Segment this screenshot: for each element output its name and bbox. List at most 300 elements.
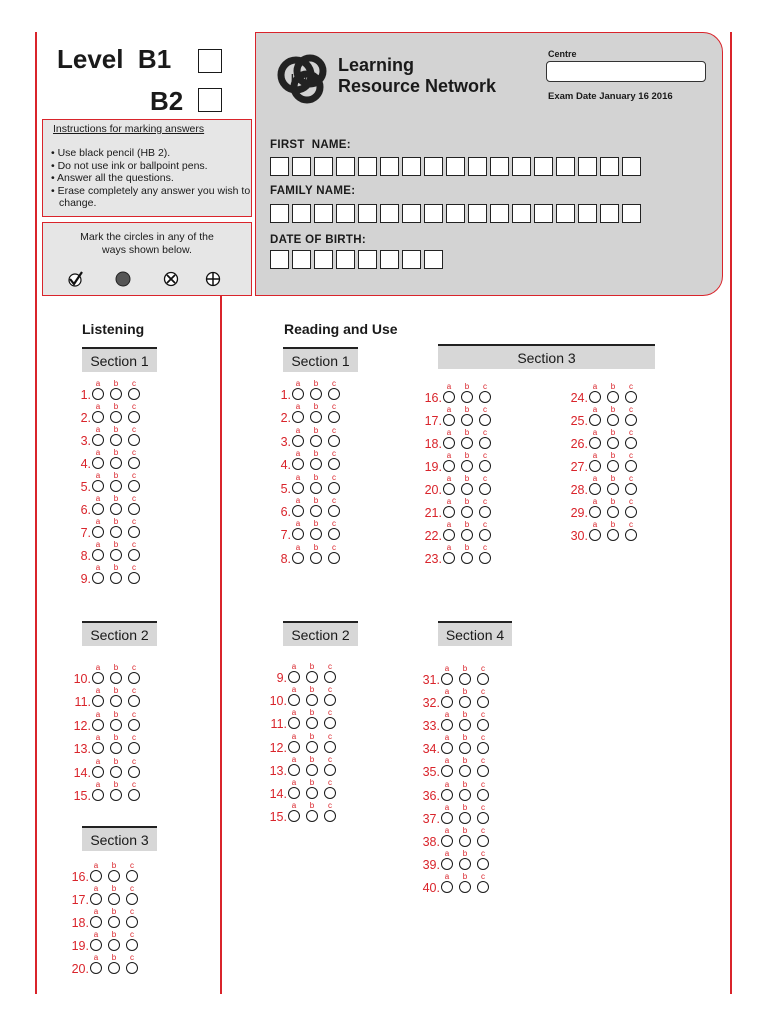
answer-bubble-a[interactable] — [443, 506, 455, 518]
answer-bubble-a[interactable] — [288, 764, 300, 776]
answer-bubble-a[interactable] — [292, 388, 304, 400]
option-letter: a — [291, 662, 297, 671]
answer-bubble-b[interactable] — [607, 391, 619, 403]
answer-bubble-c[interactable] — [128, 766, 140, 778]
option-letter: a — [291, 801, 297, 811]
character-box[interactable] — [270, 157, 289, 176]
answer-bubble-b[interactable] — [459, 835, 471, 847]
answer-bubble-c[interactable] — [128, 526, 140, 538]
answer-bubble-a[interactable] — [92, 526, 104, 538]
answer-bubble-b[interactable] — [310, 505, 322, 517]
answer-bubble-c[interactable] — [328, 552, 340, 564]
answer-bubble-a[interactable] — [288, 741, 300, 753]
answer-bubble-b[interactable] — [110, 457, 122, 469]
level-b1-checkbox[interactable] — [198, 49, 222, 73]
option-letter: a — [95, 379, 101, 388]
option-letter: c — [332, 519, 336, 529]
character-box[interactable] — [380, 204, 399, 223]
answer-bubble-c[interactable] — [128, 434, 140, 446]
answer-bubble-a[interactable] — [441, 789, 453, 801]
option-letter: b — [113, 780, 119, 789]
question-number: 38. — [422, 834, 440, 849]
question-number: 14. — [73, 765, 91, 780]
answer-bubble-c[interactable] — [479, 391, 491, 403]
answer-bubble-c[interactable] — [324, 671, 336, 683]
answer-bubble-a[interactable] — [443, 391, 455, 403]
answer-bubble-a[interactable] — [92, 742, 104, 754]
answer-bubble-a[interactable] — [292, 458, 304, 470]
answer-bubble-c[interactable] — [625, 529, 637, 541]
character-box[interactable] — [556, 157, 575, 176]
answer-bubble-c[interactable] — [128, 388, 140, 400]
answer-bubble-b[interactable] — [108, 962, 120, 974]
answer-bubble-b[interactable] — [108, 916, 120, 928]
answer-bubble-c[interactable] — [128, 672, 140, 684]
option-letter: c — [328, 778, 332, 787]
question-number: 5. — [80, 480, 91, 494]
answer-bubble-c[interactable] — [128, 719, 140, 731]
option-letter: b — [313, 472, 319, 482]
answer-bubble-a[interactable] — [292, 482, 304, 494]
character-box[interactable] — [578, 204, 597, 223]
question-number: 3. — [80, 434, 91, 448]
answer-bubble-c[interactable] — [128, 742, 140, 754]
answer-bubble-b[interactable] — [306, 787, 318, 799]
answer-bubble-b[interactable] — [461, 460, 473, 472]
character-box[interactable] — [490, 204, 509, 223]
option-letter: c — [332, 472, 336, 482]
answer-bubble-b[interactable] — [459, 812, 471, 824]
answer-bubble-a[interactable] — [589, 483, 601, 495]
answer-bubble-c[interactable] — [324, 787, 336, 799]
option-letter: c — [132, 448, 136, 457]
answer-bubble-b[interactable] — [110, 672, 122, 684]
brand-name — [338, 55, 496, 97]
answer-bubble-a[interactable] — [589, 460, 601, 472]
answer-bubble-b[interactable] — [108, 939, 120, 951]
answer-bubble-a[interactable] — [589, 506, 601, 518]
answer-bubble-a[interactable] — [92, 480, 104, 492]
character-box[interactable] — [380, 250, 399, 269]
logo-text: LRN — [291, 73, 312, 84]
answer-bubble-c[interactable] — [126, 870, 138, 882]
option-letter: c — [332, 449, 336, 459]
answer-bubble-a[interactable] — [443, 529, 455, 541]
answer-bubble-b[interactable] — [459, 742, 471, 754]
option-letter: c — [132, 540, 136, 549]
answer-bubble-a[interactable] — [443, 483, 455, 495]
answer-bubble-b[interactable] — [110, 480, 122, 492]
answer-bubble-b[interactable] — [461, 552, 473, 564]
character-box[interactable] — [358, 204, 377, 223]
character-box[interactable] — [512, 157, 531, 176]
answer-bubble-a[interactable] — [92, 411, 104, 423]
character-box[interactable] — [556, 204, 575, 223]
answer-bubble-c[interactable] — [477, 719, 489, 731]
answer-bubble-b[interactable] — [459, 858, 471, 870]
answer-bubble-c[interactable] — [479, 529, 491, 541]
answer-bubble-b[interactable] — [110, 695, 122, 707]
answer-bubble-c[interactable] — [328, 411, 340, 423]
answer-bubble-b[interactable] — [110, 388, 122, 400]
option-letter: a — [444, 710, 450, 720]
answer-bubble-c[interactable] — [477, 673, 489, 685]
character-box[interactable] — [402, 250, 421, 269]
answer-bubble-a[interactable] — [92, 695, 104, 707]
answer-bubble-a[interactable] — [443, 414, 455, 426]
answer-bubble-a[interactable] — [90, 939, 102, 951]
answer-bubble-a[interactable] — [288, 694, 300, 706]
answer-bubble-c[interactable] — [479, 552, 491, 564]
character-box[interactable] — [358, 157, 377, 176]
answer-bubble-a[interactable] — [90, 962, 102, 974]
answer-bubble-b[interactable] — [110, 526, 122, 538]
character-box[interactable] — [600, 204, 619, 223]
option-letter: a — [444, 825, 450, 835]
answer-bubble-c[interactable] — [126, 893, 138, 905]
character-box[interactable] — [270, 250, 289, 269]
centre-label: Centre — [548, 49, 577, 59]
answer-bubble-b[interactable] — [461, 483, 473, 495]
answer-bubble-a[interactable] — [292, 435, 304, 447]
question-number: 5. — [280, 481, 291, 496]
option-letter: c — [483, 474, 487, 483]
question-number: 19. — [424, 460, 442, 474]
question-number: 31. — [422, 673, 440, 687]
answer-bubble-a[interactable] — [589, 391, 601, 403]
answer-bubble-c[interactable] — [126, 916, 138, 928]
answer-bubble-c[interactable] — [477, 812, 489, 824]
option-letter: a — [291, 778, 297, 787]
answer-bubble-c[interactable] — [324, 741, 336, 753]
character-box[interactable] — [314, 204, 333, 223]
answer-bubble-a[interactable] — [92, 719, 104, 731]
answer-bubble-c[interactable] — [477, 765, 489, 777]
character-box[interactable] — [622, 204, 641, 223]
answer-bubble-c[interactable] — [477, 858, 489, 870]
option-letter: a — [291, 708, 297, 718]
question-number: 30. — [570, 529, 588, 543]
answer-bubble-b[interactable] — [110, 503, 122, 515]
answer-bubble-b[interactable] — [461, 414, 473, 426]
option-letter: a — [291, 685, 297, 695]
character-box[interactable] — [490, 157, 509, 176]
answer-bubble-a[interactable] — [443, 552, 455, 564]
character-box[interactable] — [314, 250, 333, 269]
option-letter: b — [462, 687, 468, 697]
answer-bubble-c[interactable] — [324, 694, 336, 706]
instructions-box — [42, 119, 252, 217]
character-box[interactable] — [578, 157, 597, 176]
answer-bubble-c[interactable] — [128, 572, 140, 584]
answer-bubble-c[interactable] — [479, 437, 491, 449]
option-letter: c — [481, 710, 485, 720]
option-letter: b — [309, 662, 315, 671]
option-letter: c — [332, 496, 336, 505]
character-box[interactable] — [446, 157, 465, 176]
answer-bubble-a[interactable] — [288, 810, 300, 822]
option-letter: c — [132, 471, 136, 480]
answer-bubble-a[interactable] — [441, 765, 453, 777]
answer-bubble-c[interactable] — [328, 458, 340, 470]
centre-field[interactable] — [546, 61, 706, 82]
character-box[interactable] — [600, 157, 619, 176]
character-box[interactable] — [424, 250, 443, 269]
answer-bubble-a[interactable] — [92, 789, 104, 801]
answer-bubble-c[interactable] — [625, 460, 637, 472]
option-letter: a — [444, 664, 450, 673]
character-box[interactable] — [314, 157, 333, 176]
answer-bubble-b[interactable] — [310, 528, 322, 540]
question-number: 2. — [80, 411, 91, 425]
answer-bubble-b[interactable] — [306, 671, 318, 683]
answer-bubble-b[interactable] — [607, 414, 619, 426]
answer-bubble-b[interactable] — [459, 881, 471, 893]
option-letter: b — [309, 778, 315, 787]
option-letter: c — [332, 425, 336, 435]
answer-bubble-c[interactable] — [479, 506, 491, 518]
answer-bubble-c[interactable] — [625, 437, 637, 449]
answer-bubble-a[interactable] — [90, 893, 102, 905]
answer-bubble-a[interactable] — [90, 870, 102, 882]
cross-circle-icon — [163, 271, 179, 287]
character-box[interactable] — [402, 204, 421, 223]
question-number: 7. — [80, 526, 91, 540]
answer-bubble-b[interactable] — [459, 696, 471, 708]
answer-bubble-a[interactable] — [589, 529, 601, 541]
answer-bubble-b[interactable] — [459, 765, 471, 777]
answer-bubble-b[interactable] — [306, 717, 318, 729]
question-number: 35. — [422, 765, 440, 780]
answer-bubble-c[interactable] — [625, 414, 637, 426]
family-name-label: FAMILY NAME: — [270, 185, 356, 197]
answer-bubble-c[interactable] — [477, 696, 489, 708]
answer-bubble-b[interactable] — [110, 789, 122, 801]
answer-bubble-b[interactable] — [607, 483, 619, 495]
character-box[interactable] — [380, 157, 399, 176]
answer-bubble-c[interactable] — [625, 391, 637, 403]
character-box[interactable] — [402, 157, 421, 176]
character-box[interactable] — [424, 157, 443, 176]
option-letter: c — [132, 402, 136, 411]
answer-bubble-b[interactable] — [306, 741, 318, 753]
answer-bubble-a[interactable] — [92, 503, 104, 515]
option-letter: b — [610, 405, 616, 414]
answer-bubble-b[interactable] — [461, 391, 473, 403]
answer-bubble-c[interactable] — [128, 549, 140, 561]
listening-section-3-header: Section 3 — [82, 826, 157, 851]
answer-bubble-b[interactable] — [110, 434, 122, 446]
answer-bubble-a[interactable] — [441, 696, 453, 708]
answer-bubble-a[interactable] — [441, 858, 453, 870]
option-letter: b — [313, 449, 319, 459]
lrn-logo — [276, 51, 330, 107]
answer-bubble-b[interactable] — [459, 673, 471, 685]
option-letter: c — [130, 861, 134, 870]
answer-bubble-c[interactable] — [128, 695, 140, 707]
question-number: 11. — [270, 717, 287, 732]
answer-bubble-a[interactable] — [292, 505, 304, 517]
answer-bubble-a[interactable] — [288, 671, 300, 683]
brand-line-2: Resource Network — [338, 76, 497, 96]
answer-bubble-b[interactable] — [459, 789, 471, 801]
option-letter: a — [444, 848, 450, 858]
answer-bubble-b[interactable] — [607, 529, 619, 541]
answer-bubble-c[interactable] — [479, 414, 491, 426]
character-box[interactable] — [292, 157, 311, 176]
answer-bubble-a[interactable] — [441, 812, 453, 824]
answer-bubble-a[interactable] — [441, 881, 453, 893]
answer-bubble-c[interactable] — [328, 388, 340, 400]
character-box[interactable] — [622, 157, 641, 176]
option-letter: c — [130, 930, 134, 939]
answer-bubble-a[interactable] — [292, 552, 304, 564]
answer-bubble-a[interactable] — [288, 717, 300, 729]
answer-bubble-c[interactable] — [625, 483, 637, 495]
answer-bubble-b[interactable] — [459, 719, 471, 731]
answer-bubble-a[interactable] — [92, 434, 104, 446]
character-box[interactable] — [358, 250, 377, 269]
answer-bubble-a[interactable] — [589, 414, 601, 426]
answer-bubble-c[interactable] — [477, 789, 489, 801]
option-letter: a — [444, 779, 450, 789]
option-letter: b — [111, 953, 117, 962]
answer-bubble-c[interactable] — [328, 528, 340, 540]
option-letter: c — [481, 871, 485, 881]
answer-bubble-a[interactable] — [441, 719, 453, 731]
option-letter: b — [464, 428, 470, 437]
answer-bubble-b[interactable] — [110, 742, 122, 754]
character-box[interactable] — [336, 157, 355, 176]
character-box[interactable] — [446, 204, 465, 223]
answer-bubble-a[interactable] — [443, 460, 455, 472]
answer-bubble-c[interactable] — [324, 810, 336, 822]
answer-bubble-b[interactable] — [607, 506, 619, 518]
option-letter: a — [592, 405, 598, 414]
question-number: 9. — [80, 572, 91, 586]
reading-section-2-header: Section 2 — [283, 621, 358, 646]
answer-bubble-c[interactable] — [128, 503, 140, 515]
answer-bubble-b[interactable] — [310, 552, 322, 564]
answer-bubble-c[interactable] — [128, 789, 140, 801]
answer-bubble-a[interactable] — [288, 787, 300, 799]
answer-bubble-b[interactable] — [306, 694, 318, 706]
character-box[interactable] — [336, 204, 355, 223]
option-letter: c — [629, 428, 633, 437]
level-b2-checkbox[interactable] — [198, 88, 222, 112]
character-box[interactable] — [270, 204, 289, 223]
answer-bubble-c[interactable] — [328, 482, 340, 494]
answer-bubble-c[interactable] — [328, 435, 340, 447]
answer-bubble-a[interactable] — [92, 549, 104, 561]
question-number: 7. — [280, 528, 291, 543]
answer-bubble-b[interactable] — [306, 764, 318, 776]
answer-bubble-c[interactable] — [128, 480, 140, 492]
answer-bubble-c[interactable] — [477, 835, 489, 847]
answer-bubble-a[interactable] — [443, 437, 455, 449]
option-letter: a — [95, 402, 101, 411]
answer-bubble-c[interactable] — [126, 939, 138, 951]
answer-bubble-b[interactable] — [306, 810, 318, 822]
option-letter: c — [629, 520, 633, 529]
answer-bubble-c[interactable] — [128, 457, 140, 469]
answer-bubble-b[interactable] — [310, 435, 322, 447]
answer-bubble-c[interactable] — [126, 962, 138, 974]
answer-bubble-b[interactable] — [310, 458, 322, 470]
answer-bubble-c[interactable] — [477, 742, 489, 754]
character-box[interactable] — [292, 204, 311, 223]
option-letter: b — [113, 663, 119, 672]
answer-bubble-b[interactable] — [108, 893, 120, 905]
option-letter: c — [132, 686, 136, 696]
answer-bubble-a[interactable] — [92, 388, 104, 400]
option-letter: c — [132, 733, 136, 743]
option-letter: c — [132, 756, 136, 766]
option-letter: a — [93, 884, 99, 893]
option-letter: b — [309, 754, 315, 764]
answer-bubble-a[interactable] — [441, 673, 453, 685]
character-box[interactable] — [534, 157, 553, 176]
answer-bubble-c[interactable] — [479, 460, 491, 472]
answer-bubble-b[interactable] — [110, 411, 122, 423]
answer-bubble-a[interactable] — [589, 437, 601, 449]
answer-bubble-a[interactable] — [92, 572, 104, 584]
answer-bubble-a[interactable] — [92, 457, 104, 469]
answer-bubble-b[interactable] — [461, 437, 473, 449]
answer-bubble-b[interactable] — [110, 572, 122, 584]
answer-bubble-c[interactable] — [128, 411, 140, 423]
character-box[interactable] — [292, 250, 311, 269]
answer-bubble-b[interactable] — [110, 549, 122, 561]
answer-bubble-c[interactable] — [328, 505, 340, 517]
answer-bubble-b[interactable] — [607, 437, 619, 449]
answer-bubble-b[interactable] — [461, 506, 473, 518]
answer-bubble-b[interactable] — [607, 460, 619, 472]
answer-bubble-b[interactable] — [310, 388, 322, 400]
answer-bubble-c[interactable] — [324, 764, 336, 776]
answer-bubble-b[interactable] — [110, 719, 122, 731]
character-box[interactable] — [468, 157, 487, 176]
character-box[interactable] — [468, 204, 487, 223]
character-box[interactable] — [512, 204, 531, 223]
answer-bubble-c[interactable] — [324, 717, 336, 729]
answer-bubble-c[interactable] — [477, 881, 489, 893]
character-box[interactable] — [534, 204, 553, 223]
answer-bubble-a[interactable] — [92, 766, 104, 778]
answer-bubble-a[interactable] — [441, 835, 453, 847]
option-letter: b — [113, 709, 119, 719]
answer-bubble-a[interactable] — [92, 672, 104, 684]
character-box[interactable] — [336, 250, 355, 269]
answer-bubble-c[interactable] — [625, 506, 637, 518]
answer-bubble-b[interactable] — [310, 411, 322, 423]
answer-bubble-a[interactable] — [292, 528, 304, 540]
answer-bubble-c[interactable] — [479, 483, 491, 495]
answer-bubble-a[interactable] — [292, 411, 304, 423]
reading-heading: Reading and Use — [284, 321, 398, 337]
option-letter: b — [111, 907, 117, 916]
option-letter: a — [95, 733, 101, 743]
answer-bubble-b[interactable] — [461, 529, 473, 541]
question-number: 27. — [570, 460, 588, 474]
option-letter: a — [446, 520, 452, 529]
answer-bubble-b[interactable] — [108, 870, 120, 882]
character-box[interactable] — [424, 204, 443, 223]
answer-bubble-a[interactable] — [441, 742, 453, 754]
answer-bubble-a[interactable] — [90, 916, 102, 928]
answer-bubble-b[interactable] — [310, 482, 322, 494]
answer-bubble-b[interactable] — [110, 766, 122, 778]
